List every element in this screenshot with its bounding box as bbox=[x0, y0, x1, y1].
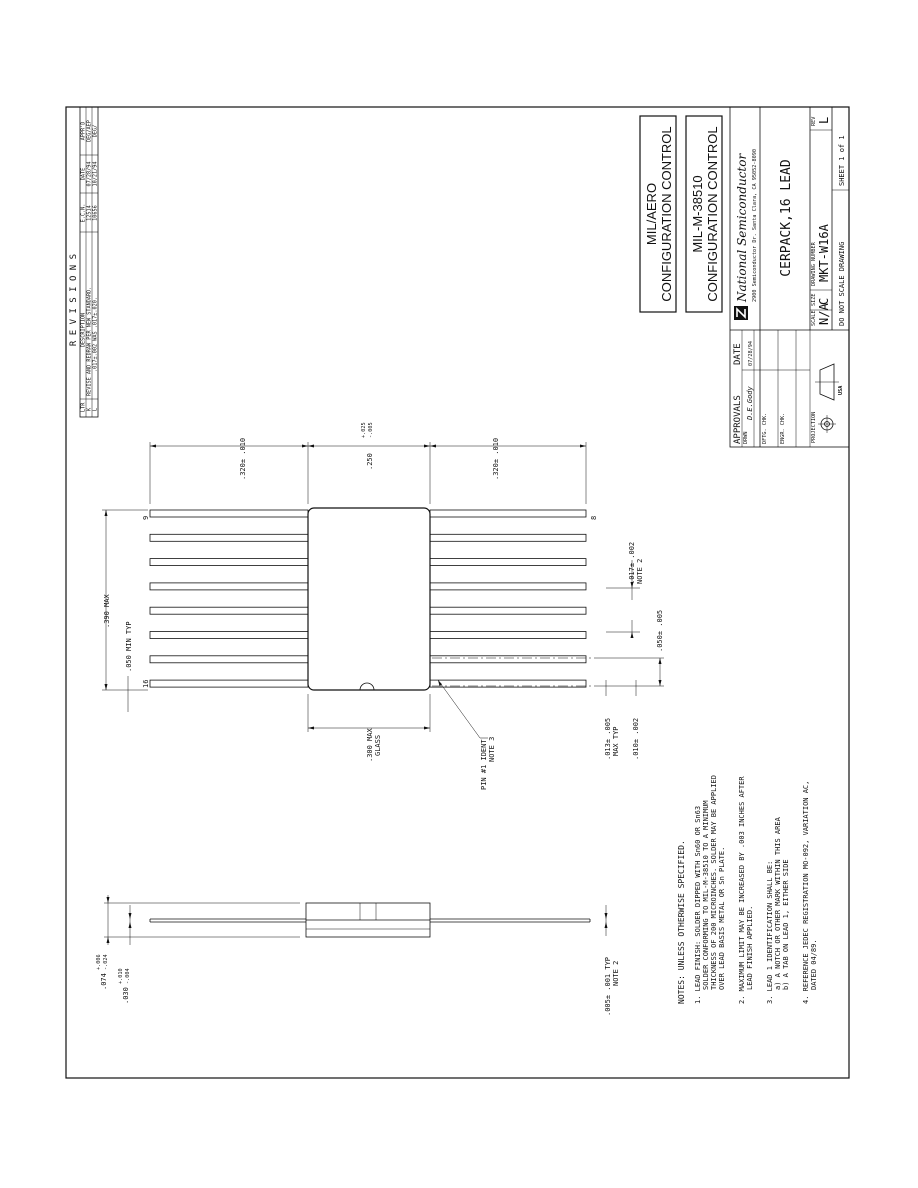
rev-row-description: .017±.002 WAS .017±.020. bbox=[92, 297, 99, 372]
note-3-line-2: a) A NOTCH OR OTHER MARK WITHIN THIS AREA bbox=[774, 817, 782, 990]
dim-300-max: .300 MAX bbox=[366, 728, 374, 762]
dim-013: .013± .005 bbox=[604, 717, 612, 760]
revisions-title: R E V I S I O N S bbox=[69, 253, 79, 347]
drawn-name: D.E.Gody bbox=[746, 386, 754, 420]
lead-right bbox=[430, 583, 586, 590]
svg-text:CONFIGURATION CONTROL: CONFIGURATION CONTROL bbox=[705, 126, 720, 302]
lead-right bbox=[430, 632, 586, 639]
config-box-mil-m-38510 bbox=[686, 116, 722, 312]
dim-074-tol-minus: -.024 bbox=[103, 954, 109, 970]
dim-030-tol-minus: -.004 bbox=[125, 968, 131, 984]
drawing-number-label: DRAWING NUMBER bbox=[811, 242, 817, 286]
rev-row-date: 10/21/94 bbox=[92, 161, 99, 187]
rev-row-ecn: 12514 bbox=[86, 205, 93, 221]
svg-text:MIL-M-38510: MIL-M-38510 bbox=[690, 175, 705, 253]
rev-row-description: REVISE AND REDRAW PER NEW STANDARD. bbox=[86, 286, 93, 396]
note-2-line-2: LEAD FINISH APPLIED. bbox=[746, 905, 754, 990]
title-block bbox=[730, 107, 849, 447]
dim-050-tol: .050± .005 bbox=[656, 609, 664, 652]
lead-left bbox=[150, 583, 308, 590]
pin-16-label: 16 bbox=[142, 679, 150, 688]
notes-block bbox=[677, 775, 818, 1004]
lead-right bbox=[430, 559, 586, 566]
projection-mark: USA bbox=[838, 385, 844, 395]
note-1-line-3: THICKNESS OF 200 MICROINCHES. SOLDER MAY BE APPLIED bbox=[710, 775, 718, 990]
rev-row-apprd: DEG/AEP bbox=[86, 120, 93, 142]
engr-check-label: ENGR. CHK. bbox=[780, 412, 786, 444]
leads-left bbox=[150, 510, 308, 687]
config-box-mil-aero bbox=[640, 116, 676, 312]
note-2-line-1: 2. MAXIMUM LIMIT MAY BE INCREASED BY .003 INCHES AFTER bbox=[738, 776, 746, 1004]
lead-left bbox=[150, 680, 308, 687]
dim-390-max: .390 MAX bbox=[103, 594, 111, 628]
lead-right bbox=[430, 510, 586, 517]
lead-left bbox=[150, 656, 308, 663]
projection-label: PROJECTION bbox=[811, 411, 817, 443]
rev-row-date: 07/28/94 bbox=[86, 161, 93, 187]
rev-row-ltr: K bbox=[86, 407, 93, 411]
dim-005-note: NOTE 2 bbox=[612, 960, 620, 986]
drawing-border bbox=[66, 107, 849, 1078]
lead-right bbox=[430, 656, 586, 663]
dim-030-tol-plus: +.010 bbox=[118, 968, 124, 984]
pin1-leader bbox=[438, 680, 488, 738]
note-3-line-3: b) A TAB ON LEAD 1, EITHER SIDE bbox=[782, 859, 790, 990]
dftg-check-label: DFTG. CHK. bbox=[762, 412, 768, 444]
lead-left bbox=[150, 607, 308, 614]
drawn-label: DRWN bbox=[743, 431, 749, 444]
dim-017-note: NOTE 2 bbox=[636, 558, 644, 584]
dim-320-left: .320± .010 bbox=[239, 437, 247, 480]
dim-300-glass: GLASS bbox=[374, 734, 382, 756]
rev-label: REV bbox=[811, 116, 817, 126]
size-label: SIZE bbox=[811, 293, 817, 306]
rev-header-ltr: LTR bbox=[80, 402, 87, 412]
notes-title: NOTES: UNLESS OTHERWISE SPECIFIED. bbox=[677, 840, 686, 1004]
rev-row-apprd: DEG/ bbox=[92, 124, 99, 138]
note-1-line-2: SOLDER CONFORMING TO MIL-M-38510 TO A MINIMUM bbox=[702, 800, 710, 990]
dim-320-right: .320± .010 bbox=[492, 437, 500, 480]
approvals-date-header: DATE bbox=[733, 343, 743, 365]
package-side-view bbox=[96, 895, 620, 1016]
dim-017: .017± .002 bbox=[628, 541, 636, 584]
note-4-line-1: 4. REFERENCE JEDEC REGISTRATION MO-092, VARIATION AC, bbox=[802, 780, 810, 1004]
drawing-title: CERPACK,16 LEAD bbox=[779, 159, 794, 277]
do-not-scale-note: DO NOT SCALE DRAWING bbox=[838, 241, 846, 326]
revisions-block bbox=[69, 107, 99, 417]
projection-symbol-icon bbox=[815, 364, 839, 433]
note-1-line-4: OVER LEAD BASIS METAL OR Sn PLATE. bbox=[718, 846, 726, 990]
dim-005: .005± .001 TYP bbox=[604, 956, 612, 1016]
dim-013-max-typ: MAX TYP bbox=[612, 726, 620, 756]
company-logo-icon bbox=[734, 306, 748, 320]
pin1-ident-note: NOTE 3 bbox=[488, 736, 496, 762]
pin-9-label: 9 bbox=[142, 515, 150, 520]
lead-left bbox=[150, 559, 308, 566]
drawn-date: 07/28/94 bbox=[748, 341, 754, 366]
leads-right bbox=[430, 510, 586, 687]
rev-row-ltr: L bbox=[92, 407, 99, 411]
pin-8-label: 8 bbox=[590, 515, 598, 520]
approvals-header: APPROVALS bbox=[733, 395, 743, 444]
lead-left bbox=[150, 510, 308, 517]
drawing-number: MKT-W16A bbox=[817, 224, 831, 282]
rev-header-date: DATE bbox=[80, 167, 87, 181]
scale-label: SCALE bbox=[811, 310, 817, 326]
company-address: 2900 Semiconductor Dr. Santa Clara, CA 95052-8090 bbox=[752, 148, 758, 302]
lead-left bbox=[150, 534, 308, 541]
dim-074-tol-plus: +.006 bbox=[96, 954, 102, 970]
lead-right bbox=[430, 607, 586, 614]
rev-header-description: DESCRIPTION bbox=[80, 312, 87, 348]
dim-074: .074 bbox=[100, 973, 108, 990]
note-1-line-1: 1. LEAD FINISH: SOLDER DIPPED WITH Sn60 OR Sn63 bbox=[694, 805, 702, 1004]
note-4-line-2: DATED 04/89. bbox=[810, 939, 818, 990]
dim-010: .010± .002 bbox=[632, 717, 640, 760]
dim-050-min-typ: .050 MIN TYP bbox=[125, 621, 133, 672]
pin1-ident-label: PIN #1 IDENT bbox=[480, 739, 488, 790]
sheet-number: SHEET 1 of 1 bbox=[838, 135, 846, 186]
rev-header-apprd: APPR'D bbox=[80, 121, 87, 141]
pin1-notch bbox=[360, 683, 374, 690]
svg-text:MIL/AERO: MIL/AERO bbox=[644, 182, 659, 246]
svg-text:CONFIGURATION CONTROL: CONFIGURATION CONTROL bbox=[659, 126, 674, 302]
lead-left bbox=[150, 632, 308, 639]
company-name: National Semiconductor bbox=[735, 153, 749, 302]
package-body bbox=[308, 508, 430, 690]
rev-value: L bbox=[817, 116, 831, 124]
dim-250-tol-plus: +.025 bbox=[361, 422, 367, 438]
lead-right bbox=[430, 534, 586, 541]
package-top-view bbox=[102, 422, 664, 790]
size-value: C bbox=[817, 297, 831, 305]
dim-250: .250 bbox=[366, 453, 374, 470]
scale-value: N/A bbox=[817, 303, 831, 325]
dim-030: .030 bbox=[122, 987, 130, 1004]
note-3-line-1: 3. LEAD 1 IDENTIFICATION SHALL BE: bbox=[766, 860, 774, 1004]
dim-250-tol-minus: -.005 bbox=[368, 422, 374, 438]
rev-row-ecn: 10656 bbox=[92, 205, 99, 221]
rev-header-ecn: E.C.N. bbox=[80, 203, 87, 223]
